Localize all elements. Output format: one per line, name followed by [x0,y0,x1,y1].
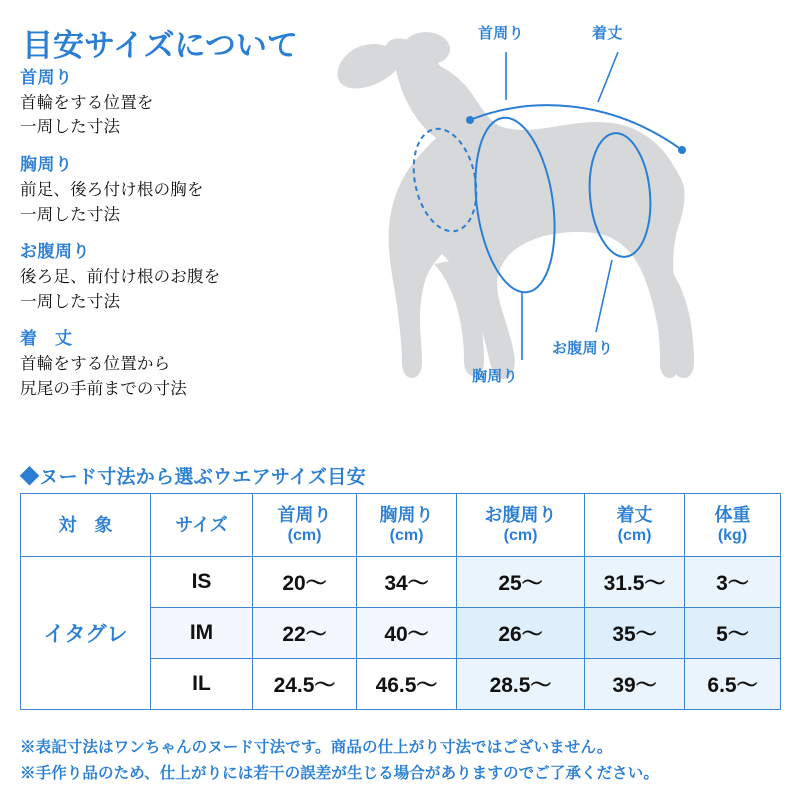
length-start-dot [466,116,474,124]
header-unit: (cm) [617,527,652,545]
length-end-dot [678,146,686,154]
dog-illustration [330,10,790,460]
definition-list [20,66,350,415]
cell-length: 31.5〜 [585,557,685,608]
callout-chest: 胸周り [472,368,518,385]
header-unit: (kg) [717,527,748,545]
cell-length: 35〜 [585,608,685,659]
definition-line: 首輪をする位置から [20,355,171,374]
callout-length: 着丈 [592,25,623,42]
callout-neck: 首周り [478,25,524,42]
target-cell: イタグレ [21,557,151,710]
length-leader-line [598,52,618,102]
page-title: 目安サイズについて [22,28,298,63]
cell-weight: 5〜 [685,608,781,659]
cell-belly: 25〜 [457,557,585,608]
cell-size: IL [151,659,253,710]
definition-line: 尻尾の手前までの寸法 [20,379,187,398]
header-label: サイズ [175,514,228,535]
table-header-row [21,494,781,557]
header-chest [357,494,457,557]
header-label: 胸周り [379,504,434,525]
section-heading: ◆ヌード寸法から選ぶウエアサイズ目安 [20,467,366,488]
definition-line: 一周した寸法 [20,292,121,311]
header-size [151,494,253,557]
header-label: お腹周り [484,504,557,525]
definition-item-neck [20,66,350,140]
size-table [20,493,781,710]
cell-neck: 22〜 [253,608,357,659]
header-neck [253,494,357,557]
header-label: 対 象 [58,514,113,535]
definition-line: 一周した寸法 [20,118,121,137]
definition-line: 一周した寸法 [20,205,121,224]
header-unit: (cm) [389,527,424,545]
cell-belly: 28.5〜 [457,659,585,710]
header-unit: (cm) [287,527,322,545]
cell-length: 39〜 [585,659,685,710]
header-weight [685,494,781,557]
cell-size: IS [151,557,253,608]
footnotes [20,735,784,786]
header-target [21,494,151,557]
table-row [21,557,781,608]
cell-size: IM [151,608,253,659]
definition-line: 前足、後ろ付け根の胸を [20,180,204,199]
definition-item-belly [20,240,350,314]
header-label: 体重 [714,504,751,525]
dog-diagram-svg [330,10,790,460]
footnote: ※表記寸法はワンちゃんのヌード寸法です。商品の仕上がり寸法ではございません。 [20,739,613,756]
header-belly [457,494,585,557]
definition-term: お腹周り [20,242,90,262]
belly-leader-line [596,260,612,332]
cell-belly: 26〜 [457,608,585,659]
header-length [585,494,685,557]
definition-item-length [20,327,350,401]
definition-line: 首輪をする位置を [20,93,154,112]
header-unit: (cm) [503,527,538,545]
cell-neck: 20〜 [253,557,357,608]
cell-neck: 24.5〜 [253,659,357,710]
footnote: ※手作り品のため、仕上がりには若干の誤差が生じる場合がありますのでご了承ください。 [20,764,659,782]
cell-chest: 46.5〜 [357,659,457,710]
definition-item-chest [20,153,350,227]
cell-chest: 40〜 [357,608,457,659]
cell-weight: 6.5〜 [685,659,781,710]
definition-term: 胸周り [20,155,73,175]
cell-chest: 34〜 [357,557,457,608]
header-label: 首周り [277,504,332,525]
cell-weight: 3〜 [685,557,781,608]
header-label: 着丈 [616,504,653,525]
definition-line: 後ろ足、前付け根のお腹を [20,267,221,286]
definition-term: 首周り [20,68,73,87]
dog-silhouette-icon [338,32,695,379]
callout-belly: お腹周り [552,340,614,357]
definition-term: 着 丈 [20,329,73,349]
